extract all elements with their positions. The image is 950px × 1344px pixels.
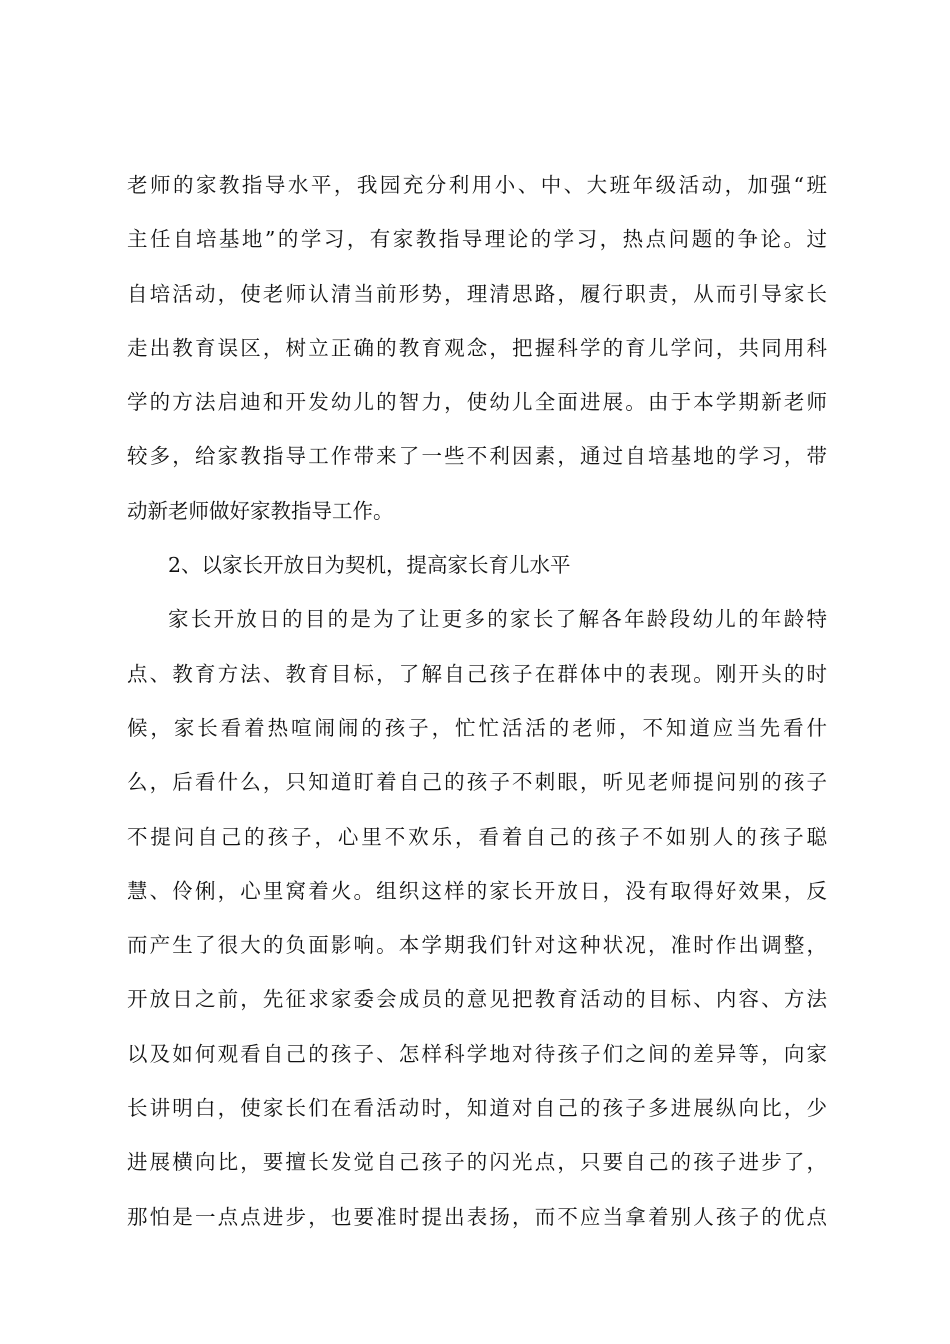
section-heading: 2、以家长开放日为契机，提高家长育儿水平 xyxy=(168,553,571,578)
paragraph-2-line-4: 么，后看什么，只知道盯着自己的孩子不刺眼，听见老师提问别的孩子 xyxy=(127,770,827,795)
paragraph-2-line-2: 点、教育方法、教育目标，了解自己孩子在群体中的表现。刚开头的时 xyxy=(127,661,827,686)
paragraph-2-line-3: 候，家长看着热喧闹闹的孩子，忙忙活活的老师，不知道应当先看什 xyxy=(127,715,827,740)
paragraph-2-line-8: 开放日之前，先征求家委会成员的意见把教育活动的目标、内容、方法 xyxy=(127,987,827,1012)
paragraph-2-line-9: 以及如何观看自己的孩子、怎样科学地对待孩子们之间的差异等，向家 xyxy=(127,1041,827,1066)
paragraph-1-line-2: 主任自培基地”的学习，有家教指导理论的学习，热点问题的争论。过 xyxy=(127,227,827,252)
paragraph-2-line-1: 家长开放日的目的是为了让更多的家长了解各年龄段幼儿的年龄特 xyxy=(168,607,827,632)
document-body xyxy=(127,158,827,1244)
paragraph-2-line-10: 长讲明白，使家长们在看活动时，知道对自己的孩子多进展纵向比，少 xyxy=(127,1096,827,1121)
paragraph-2-line-12: 那怕是一点点进步，也要准时提出表扬，而不应当拿着别人孩子的优点 xyxy=(127,1204,827,1229)
paragraph-2-line-5: 不提问自己的孩子，心里不欢乐，看着自己的孩子不如别人的孩子聪 xyxy=(127,824,827,849)
paragraph-1-line-1: 老师的家教指导水平，我园充分利用小、中、大班年级活动，加强“班 xyxy=(127,173,827,197)
paragraph-1-line-5: 学的方法启迪和开发幼儿的智力，使幼儿全面进展。由于本学期新老师 xyxy=(127,390,827,415)
paragraph-1-line-3: 自培活动，使老师认清当前形势，理清思路，履行职责，从而引导家长 xyxy=(127,281,827,306)
paragraph-2-line-6: 慧、伶俐，心里窝着火。组织这样的家长开放日，没有取得好效果，反 xyxy=(127,878,827,903)
paragraph-2-line-7: 而产生了很大的负面影响。本学期我们针对这种状况，准时作出调整， xyxy=(127,933,827,958)
paragraph-1-line-6: 较多，给家教指导工作带来了一些不利因素，通过自培基地的学习，带 xyxy=(127,444,827,469)
paragraph-1-line-4: 走出教育误区，树立正确的教育观念，把握科学的育儿学问，共同用科 xyxy=(127,335,827,360)
paragraph-1-line-7: 动新老师做好家教指导工作。 xyxy=(127,498,394,523)
paragraph-2-line-11: 进展横向比，要擅长发觉自己孩子的闪光点，只要自己的孩子进步了， xyxy=(127,1150,827,1175)
